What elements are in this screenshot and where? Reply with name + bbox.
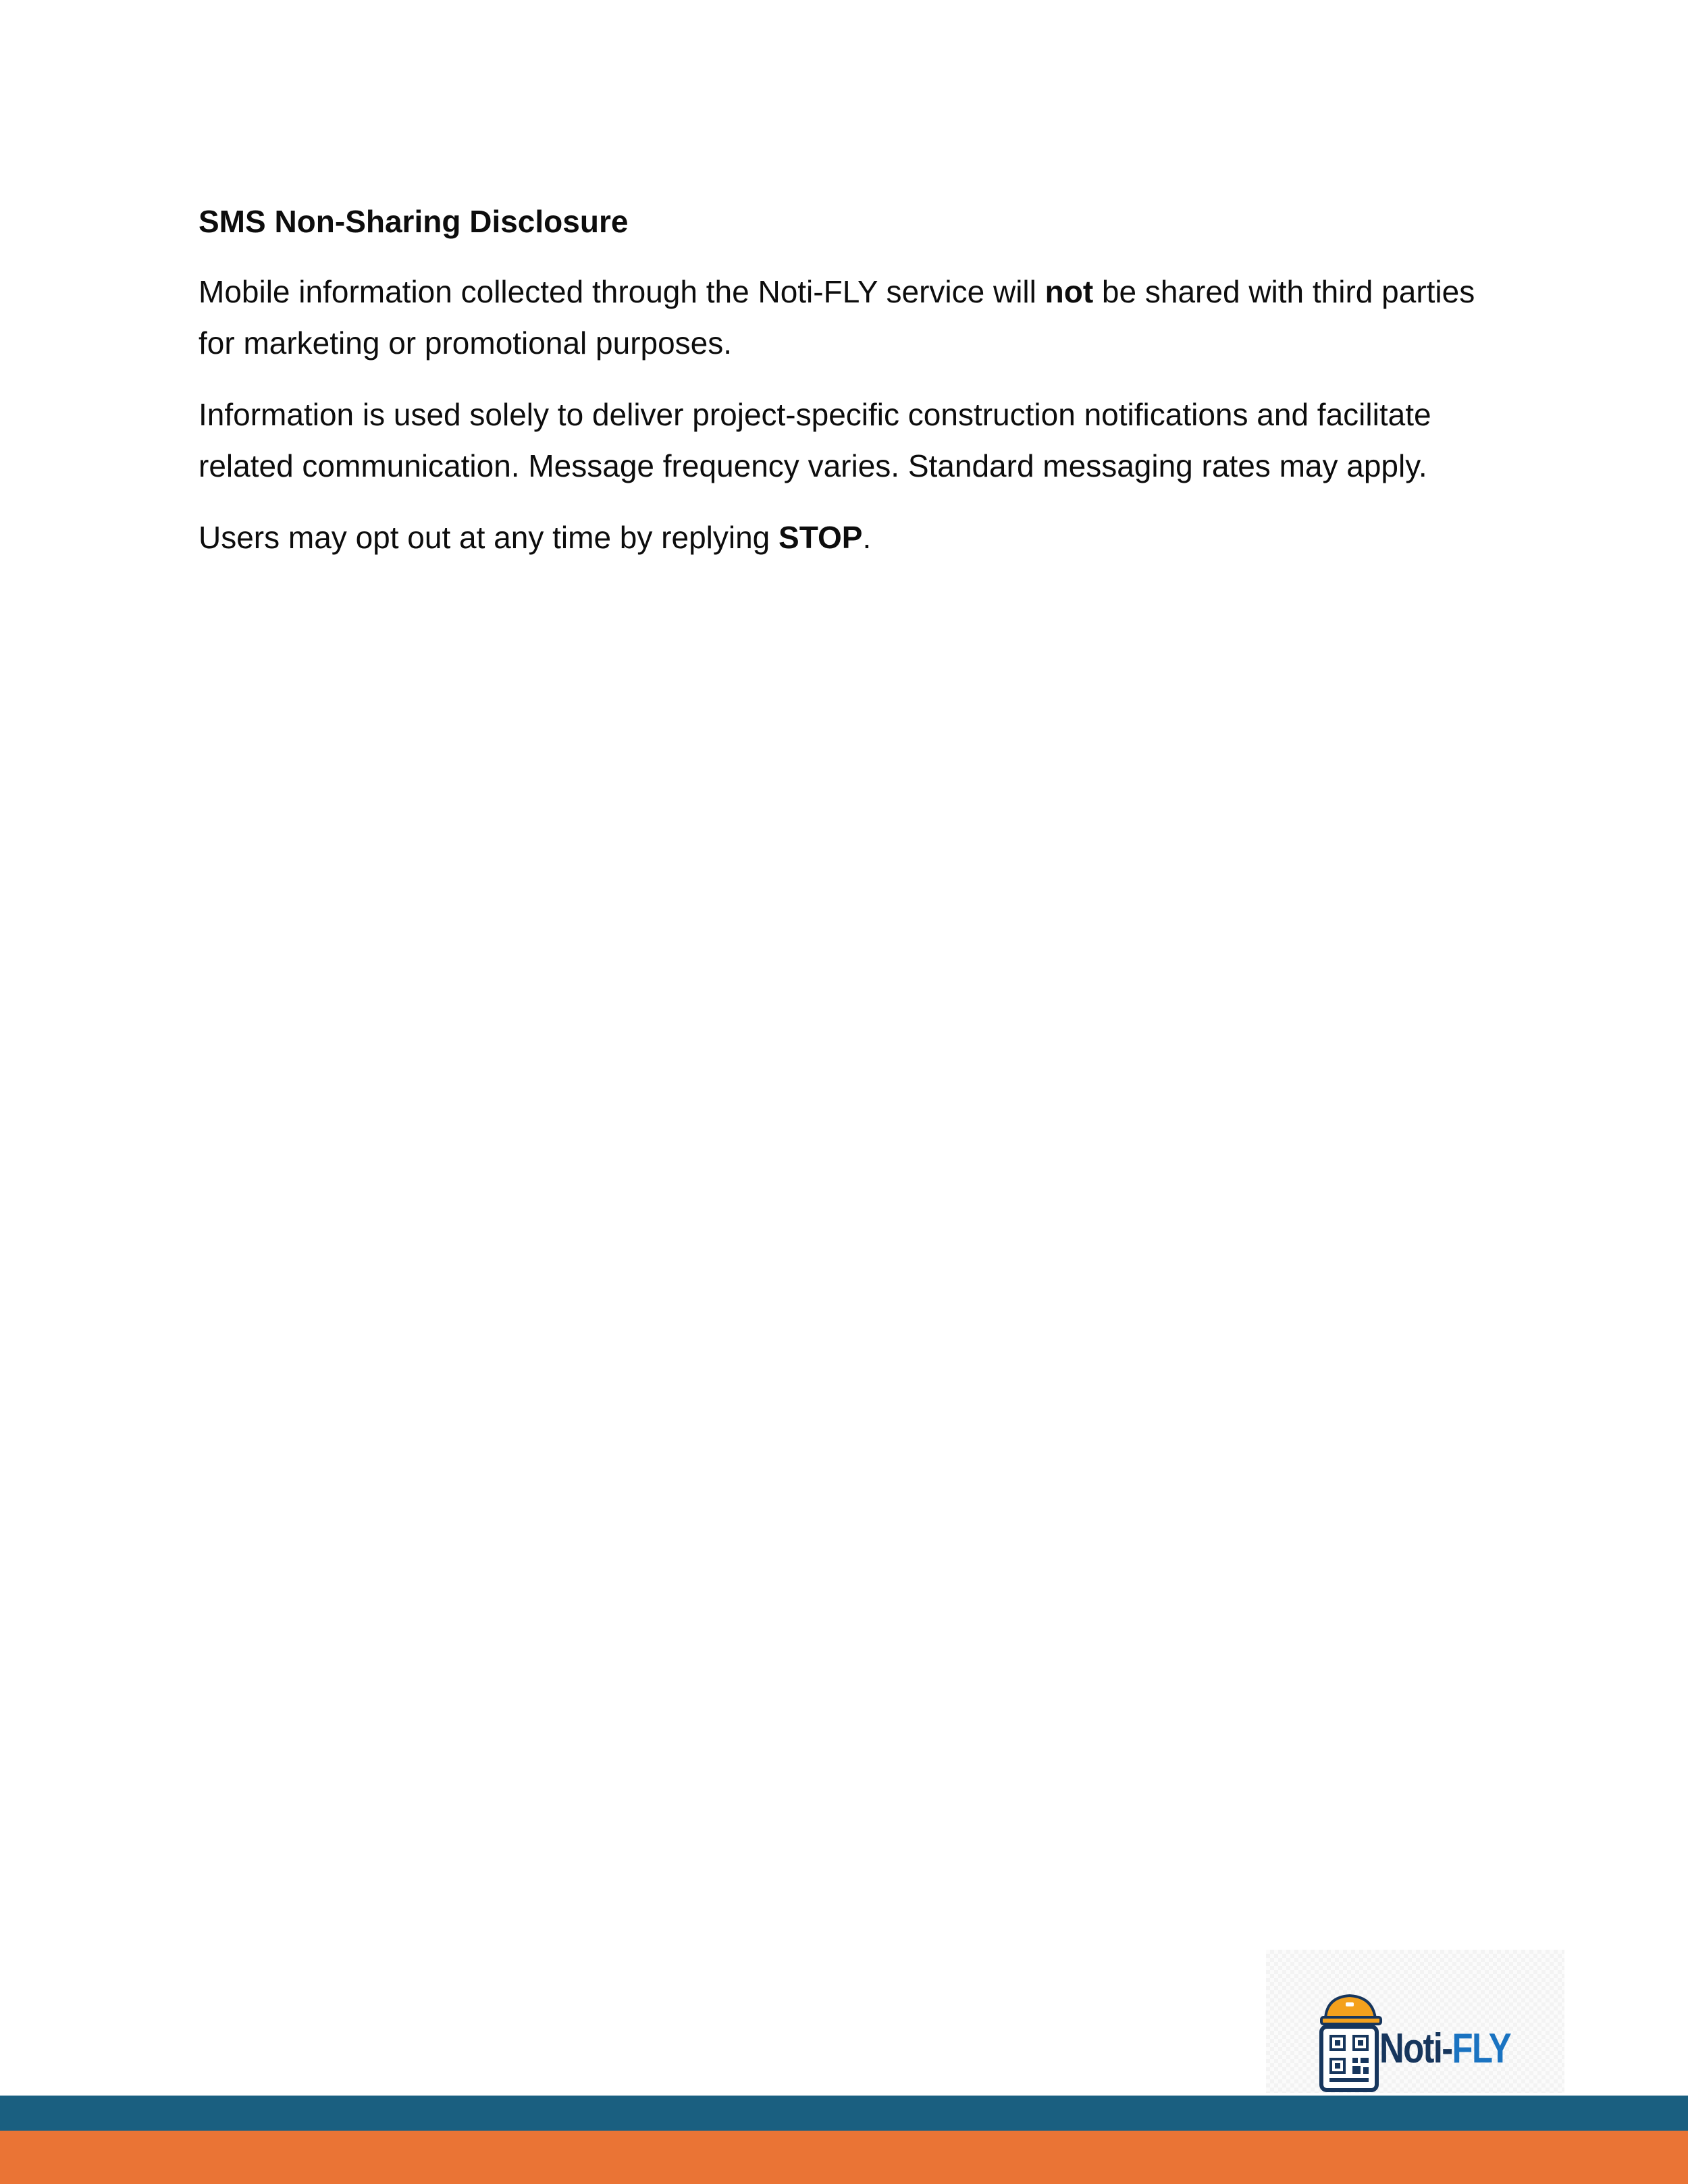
- paragraph-opt-out-keyword: STOP: [779, 520, 863, 555]
- hard-hat-qr-clipboard-icon: [1317, 1992, 1385, 2093]
- paragraph-opt-out: [199, 512, 1508, 563]
- logo-word-fly: FLY: [1452, 2025, 1510, 2072]
- paragraph-usage: Information is used solely to deliver project-specific construction notifications and facilitate related communication. Message frequency varies. Standard messaging rates may apply.: [199, 397, 1431, 483]
- paragraph-non-sharing-bold: not: [1045, 274, 1094, 309]
- paragraph-opt-out-text-after: .: [862, 520, 872, 555]
- footer-band-blue: [0, 2096, 1688, 2131]
- noti-fly-logo: [1266, 1950, 1564, 2093]
- paragraph-non-sharing-text-after: be shared with third parties for marketing or promotional purposes.: [199, 274, 1475, 361]
- paragraph-non-sharing: [199, 266, 1508, 369]
- logo-word-noti: Noti-: [1379, 2025, 1452, 2072]
- logo-wordmark: [1379, 2025, 1510, 2073]
- paragraph-non-sharing-text-before: Mobile information collected through the Noti-FLY service will: [199, 274, 1045, 309]
- footer-band-orange: [0, 2131, 1688, 2184]
- page-title: SMS Non-Sharing Disclosure: [199, 204, 629, 239]
- paragraph-opt-out-text-before: Users may opt out at any time by replying: [199, 520, 779, 555]
- document-body: [199, 196, 1508, 583]
